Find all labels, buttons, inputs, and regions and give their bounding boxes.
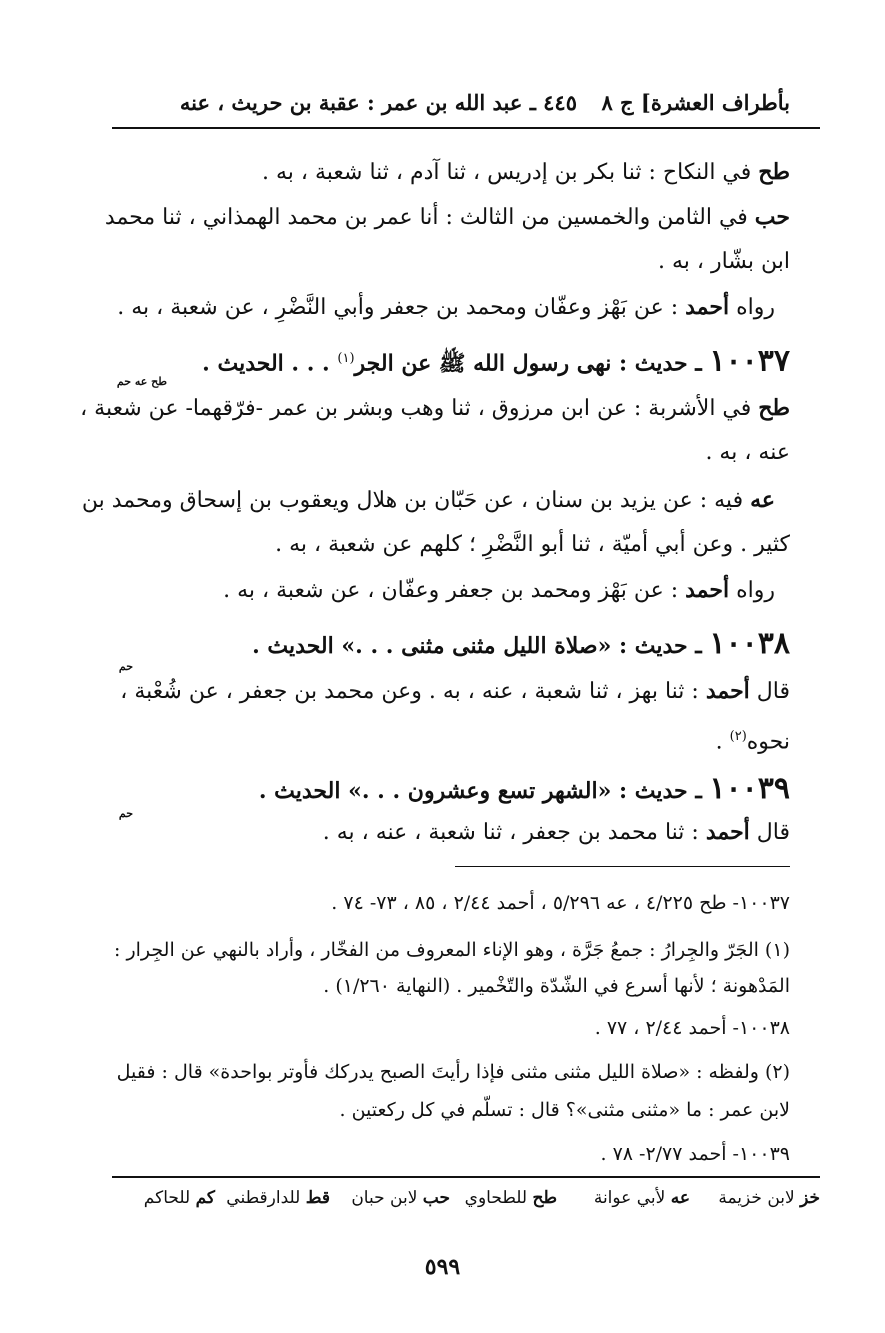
text-line (80, 393, 790, 424)
hadith-heading-10039 (259, 770, 790, 811)
abbr-ah (594, 1188, 690, 1208)
abbr-label: لابن خزيمة (718, 1188, 801, 1208)
abbr-key: خز (800, 1188, 820, 1208)
footnote-line: لابن عمر : ما «مثنى مثنى»؟ قال : تسلّم في كل ركعتين . (339, 1099, 790, 1121)
running-header-title: ٤٤٥ ـ عبد الله بن عمر : عقبة بن حريث ، عنه (179, 90, 577, 115)
line-text: نحوه (746, 729, 790, 755)
source-abbr: عه (750, 487, 775, 513)
line-text: في الثامن والخمسين من الثالث : أنا عمر بن محمد الهمذاني ، ثنا محمد (104, 205, 755, 230)
abbr-key: عه (670, 1188, 690, 1208)
abbr-label: للطحاوي (464, 1188, 533, 1208)
running-header-right: بأطراف العشرة] ج ٨ (601, 90, 790, 115)
footnote-line: (١) الجَرّ والجِرارُ : جمعُ جَرَّة ، وهو الإناء المعروف من الفخّار ، وأراد بالنهي عن الجِرار : (114, 939, 790, 961)
line-text: : ثنا بهز ، ثنا شعبة ، عنه ، به . وعن محمد بن جعفر ، عن شُعْبة ، (120, 679, 706, 704)
footnote-line: ١٠٠٣٩- أحمد ٢/٧٧- ٧٨ . (600, 1143, 790, 1165)
hadith-title: ـ حديث : نهى رسول الله ﷺ عن الجر (354, 350, 710, 377)
hadith-heading-10037 (202, 340, 790, 383)
line-text: . (715, 729, 730, 755)
hadith-number: ١٠٠٣٧ (709, 343, 790, 379)
text-line (223, 575, 775, 606)
text-line: كثير . وعن أبي أميّة ، ثنا أبو النَّضْرِ ؛ كلهم عن شعبة ، به . (275, 532, 790, 557)
source-abbr: أحمد (685, 577, 730, 603)
line-text: فيه : عن يزيد بن سنان ، عن حَبّان بن هلال ويعقوب بن إسحاق ومحمد بن (81, 488, 751, 513)
text-line (120, 676, 790, 707)
footnote-line: ١٠٠٣٧- طح ٤/٢٢٥ ، عه ٥/٢٩٦ ، أحمد ٢/٤٤ ، ٨٥ ، ٧٣- ٧٤ . (331, 892, 790, 914)
abbr-label: لابن حبان (351, 1188, 423, 1208)
footnote-line: (٢) ولفظه : «صلاة الليل مثنى مثنى فإذا رأيتَ الصبح يدركك فأوتر بواحدة» قال : فقيل (116, 1061, 790, 1083)
line-text: رواه (729, 295, 775, 320)
footnote-ref: (٢) (729, 729, 747, 744)
footnote-line: المَدْهونة ؛ لأنها أسرع في الشّدّة والتّخْمير . (النهاية ١/٢٦٠) . (323, 975, 790, 997)
abbr-label: للدارقطني (226, 1188, 306, 1208)
source-abbr: حب (754, 204, 790, 230)
text-line (716, 722, 790, 757)
hadith-title: ـ حديث : «صلاة الليل مثنى مثنى . . .» الحديث . (252, 633, 710, 659)
hadith-heading-10038 (252, 625, 790, 666)
footnote-rule (455, 866, 790, 867)
abbr-key: طح (532, 1188, 557, 1208)
abbr-key: كم (195, 1188, 215, 1208)
abbreviations-rule (112, 1176, 820, 1178)
line-text: قال (749, 679, 790, 704)
text-line (82, 485, 775, 516)
abbr-label: لأبي عوانة (593, 1188, 671, 1208)
abbr-hb (351, 1188, 450, 1208)
source-abbr: أحمد (705, 678, 750, 704)
abbr-km (144, 1188, 215, 1208)
source-marker: حم (118, 807, 133, 820)
line-text: في النكاح : ثنا بكر بن إدريس ، ثنا آدم ، ثنا شعبة ، به . (262, 160, 759, 185)
source-abbr: أحمد (705, 819, 750, 845)
footnote-line: ١٠٠٣٨- أحمد ٢/٤٤ ، ٧٧ . (594, 1017, 790, 1039)
source-marker: حم (118, 660, 133, 673)
footnote-ref: (١) (337, 351, 355, 366)
source-abbr: طح (758, 159, 790, 185)
text-line (262, 157, 790, 188)
source-abbr: أحمد (685, 294, 730, 320)
hadith-title: . . . الحديث . (202, 350, 338, 377)
page-number: ٥٩٩ (424, 1254, 461, 1280)
text-line (105, 202, 790, 233)
abbr-qt (226, 1188, 330, 1208)
abbr-label: للحاكم (143, 1188, 196, 1208)
line-text: في الأشربة : عن ابن مرزوق ، ثنا وهب وبشر بن عمر -فرّقهما- عن شعبة ، (80, 396, 759, 421)
abbr-key: حب (422, 1188, 450, 1208)
header-rule (112, 127, 820, 129)
hadith-number: ١٠٠٣٨ (709, 626, 790, 661)
line-text: قال (749, 820, 790, 845)
text-line (323, 817, 790, 848)
line-text: : عن بَهْز ومحمد بن جعفر وعفّان ، عن شعبة ، به . (223, 578, 686, 603)
text-line (117, 292, 775, 323)
line-text: : عن بَهْز وعفّان ومحمد بن جعفر وأبي النَّضْرِ ، عن شعبة ، به . (117, 295, 686, 320)
line-text: : ثنا محمد بن جعفر ، ثنا شعبة ، عنه ، به . (322, 820, 706, 845)
source-marker: طح عه حم (116, 375, 167, 388)
source-abbr: طح (758, 395, 790, 421)
line-text: رواه (729, 578, 775, 603)
abbr-khz (718, 1188, 820, 1208)
text-line: ابن بشّار ، به . (657, 249, 790, 274)
text-line: عنه ، به . (705, 440, 790, 465)
hadith-number: ١٠٠٣٩ (709, 771, 790, 806)
hadith-title: ـ حديث : «الشهر تسع وعشرون . . .» الحديث . (258, 778, 710, 804)
abbr-th (465, 1188, 557, 1208)
abbr-key: قط (305, 1188, 330, 1208)
